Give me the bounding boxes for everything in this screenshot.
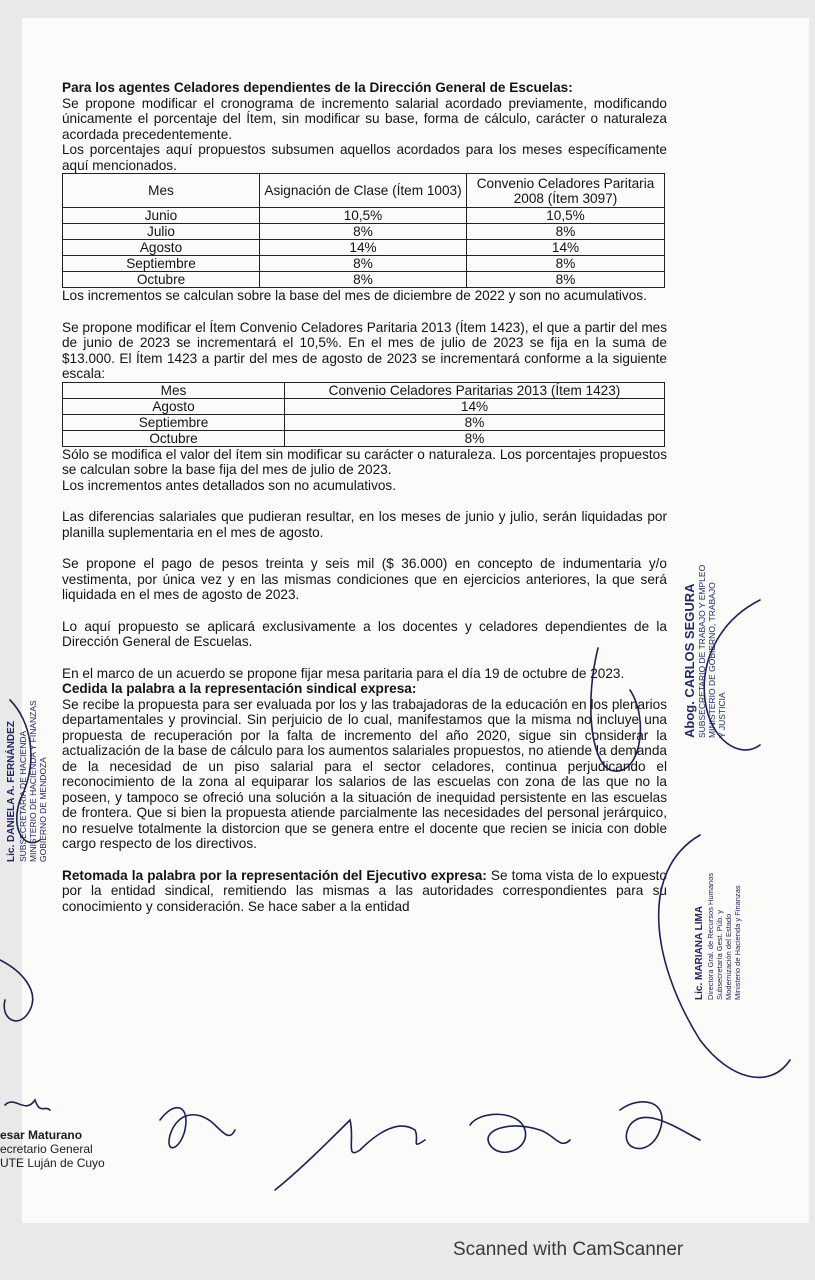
signature-4 (620, 1102, 700, 1149)
signer-org: UTE Luján de Cuyo (0, 1156, 105, 1170)
signature-3 (470, 1114, 570, 1152)
table-cell: Junio (63, 208, 260, 224)
camscanner-watermark: Scanned with CamScanner (453, 1239, 684, 1260)
table-header-cell: Mes (63, 382, 285, 398)
table-cell: 8% (285, 430, 665, 446)
table-cell: 8% (467, 272, 665, 288)
table-cell: 14% (260, 240, 467, 256)
stamp-line: Modernización del Estado (724, 913, 733, 1000)
table-cell: Julio (63, 224, 260, 240)
table-cell: 8% (285, 414, 665, 430)
table-cell: 8% (467, 224, 665, 240)
table-cell: 8% (260, 224, 467, 240)
signer-role: ecretario General (0, 1142, 93, 1156)
paragraph: Se recibe la propuesta para ser evaluada por los y las trabajadoras de la educación en los plenarios departamentales y provincial. Sin perjuicio de lo cual, manifestamos que la misma no incluye una propuesta de recuperación por la falta de incremento del año 2020, sigue sin considerar la actualización de la base de cálculo para los aumentos salariales propuestos, no atiende la demanda de la necesidad de un piso salarial para el sector celadores, continua perjudicando el reconocimiento de la zona al equiparar los salarios de las escuelas con zona de las que no la poseen, y tampoco se ofreció una solución a la situación de inequidad persistente en las escuelas de frontera. Que si bien la propuesta atiende parcialmente las necesidades del personal jerárquico, no resuelve totalmente la distorcion que se genera entre el docente que recien se inicia con doble cargo respecto de los directivos. (62, 696, 667, 851)
paragraph-text: Se toma vista de lo expuesto por la entidad sindical, remitiendo las mismas a las autoridades correspondientes para su conocimiento y consideración. Se hace saber a la entidad (62, 867, 667, 914)
table-cell: Octubre (63, 430, 285, 446)
paragraph: Los incrementos se calculan sobre la base del mes de diciembre de 2022 y son no acumulativos. (62, 288, 647, 303)
stamp-line: MINISTERIO DE HACIENDA Y FINANZAS (28, 700, 38, 862)
table-cell: 14% (285, 398, 665, 414)
stamp-line: Directora Gral. de Recursos Humanos (706, 872, 715, 1000)
signer-name: esar Maturano (0, 1128, 83, 1142)
table-cell: 10,5% (467, 208, 665, 224)
table-cell: Septiembre (63, 414, 285, 430)
table-cell: Septiembre (63, 256, 260, 272)
signature-1 (160, 1108, 235, 1148)
stamp-name: Lic. MARIANA LIMA (694, 905, 705, 1000)
stamp-name: Lic. DANIELA A. FERNÁNDEZ (6, 721, 17, 862)
stamp-line: Ministerio de Hacienda y Finanzas (733, 885, 742, 1000)
stamp-line: Subsecretaría Gest. Púb. y (715, 909, 724, 1000)
stamp-line: SUBSECRETARIA DE HACIENDA (18, 730, 28, 862)
table-cell: 10,5% (260, 208, 467, 224)
stamp-line: GOBIERNO DE MENDOZA (38, 757, 48, 862)
section-heading: Cedida la palabra a la representación sindical expresa: (62, 681, 417, 696)
signature-2 (275, 1120, 425, 1190)
table-cell: 8% (260, 256, 467, 272)
signature-left-mark (10, 700, 40, 843)
table-cell: 8% (467, 256, 665, 272)
table-header-cell: Asignación de Clase (Ítem 1003) (260, 174, 467, 208)
section-heading: Retomada la palabra por la representación del Ejecutivo expresa: (62, 867, 487, 883)
paragraph: Se propone modificar el Ítem Convenio Celadores Paritaria 2013 (Ítem 1423), el que a partir del mes de junio de 2023 se incrementará el 10,5%. En el mes de julio de 2023 se fija en la suma de $13.000. El Ítem 1423 a partir del mes de agosto de 2023 se incrementará conforme a la siguiente escala: (62, 319, 667, 381)
table-cell: Octubre (63, 272, 260, 288)
paragraph: Lo aquí propuesto se aplicará exclusivamente a los docentes y celadores dependientes de la Dirección General de Escuelas. (62, 618, 667, 649)
table-cell: Agosto (63, 240, 260, 256)
paragraph: Los porcentajes aquí propuestos subsumen aquellos acordados para los meses específicamente aquí mencionados. (62, 142, 667, 173)
paragraph: Se propone el pago de pesos treinta y seis mil ($ 36.000) en concepto de indumentaria y/o vestimenta, por única vez y en las mismas condiciones que en ejercicios anteriores, la que será liquidada en el mes de agosto de 2023. (62, 556, 667, 602)
stamp-line: Y JUSTICIA (717, 692, 727, 738)
table-header-cell: Convenio Celadores Paritarias 2013 (Ítem 1423) (285, 382, 665, 398)
signature-left-curve (0, 960, 33, 1021)
paragraph: Las diferencias salariales que pudieran resultar, en los meses de junio y julio, serán liquidadas por planilla suplementaria en el mes de agosto. (62, 509, 667, 540)
paragraph: Se propone modificar el cronograma de incremento salarial acordado previamente, modificando únicamente el porcentaje del Ítem, sin modificar su base, forma de cálculo, carácter o naturaleza acordada precedentemente. (62, 95, 667, 142)
paragraph: Los incrementos antes detallados son no acumulativos. (62, 477, 396, 493)
signature-maturano (5, 1100, 50, 1110)
table-cell: 14% (467, 240, 665, 256)
table-header-cell: Mes (63, 174, 260, 208)
table-cell: Agosto (63, 398, 285, 414)
table-header-cell: Convenio Celadores Paritaria 2008 (Ítem 3097) (467, 174, 665, 208)
stamp-line: MINISTERIO DE GOBIERNO, TRABAJO (707, 582, 717, 738)
signature-center-loop (591, 648, 641, 771)
section-heading: Para los agentes Celadores dependientes de la Dirección General de Escuelas: (62, 80, 573, 95)
stamp-name: Abog. CARLOS SEGURA (682, 583, 697, 738)
paragraph: Sólo se modifica el valor del ítem sin modificar su carácter o naturaleza. Los porcentajes propuestos se calculan sobre la base fija del mes de julio de 2023. (62, 446, 667, 477)
paragraph: En el marco de un acuerdo se propone fijar mesa paritaria para el día 19 de octubre de 2023. (62, 665, 625, 681)
signature-lima-arc (659, 835, 790, 1077)
signature-right-loop (704, 600, 760, 750)
table-cell: 8% (260, 272, 467, 288)
stamp-line: SUBSECRETARIO DE TRABAJO Y EMPLEO (697, 564, 707, 738)
